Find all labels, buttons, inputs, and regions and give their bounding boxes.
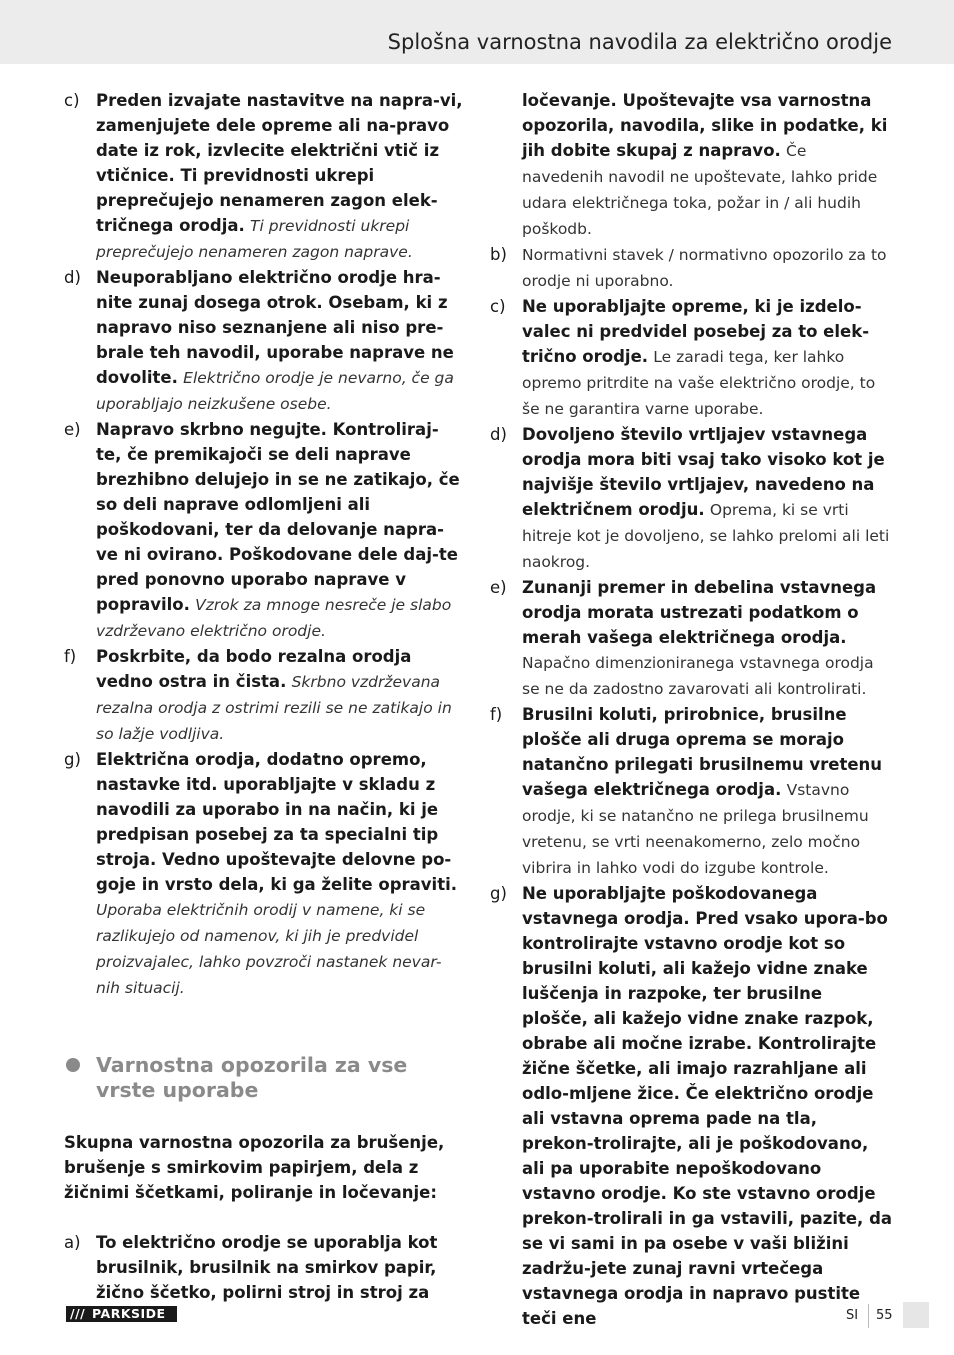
list-item-f bbox=[490, 702, 892, 881]
item-italic-text: Ti previdnosti ukrepi preprečujejo nenameren zagon naprave. bbox=[96, 217, 413, 261]
list-item-a bbox=[64, 1230, 464, 1305]
left-column bbox=[64, 88, 464, 1305]
item-bold-text: Poskrbite, da bodo rezalna orodja vedno ostra in čista. bbox=[96, 647, 412, 691]
item-normal-text: Če navedenih navodil ne upoštevate, lahko pride udara električnega toka, požar in / ali hudih poškodb. bbox=[522, 142, 878, 238]
section-title: Varnostna opozorila za vse vrste uporabe bbox=[96, 1053, 408, 1102]
item-label: c) bbox=[490, 297, 506, 316]
item-bold-text: Ne uporabljajte poškodovanega vstavnega orodja. Pred vsako upora-bo kontrolirajte vstavno orodje kot so brusilni koluti, ali kažejo vidne znake luščenja in razpoke, ter brusilne plošče, ali kažejo vidne znake razpok, obrabe ali močne izrabe. Kontrolirajte žične ščetke, ali imajo razrahljane ali odlo-mljene žice. Če električno orodje ali vstavna oprema pade na tla, prekon-trolirajte, ali je poškodovano, ali pa uporabite nepoškodovano vstavno orodje. Ko ste vstavno orodje prekon-trolirali in ga vstavili, pazite, da se vi sami in pa osebe v vaši bližini zadržu-jete zunaj ravni vrtečega vstavnega orodja in napravo pustite teči ene bbox=[522, 884, 893, 1328]
item-normal-text: Napačno dimenzioniranega vstavnega orodja se ne da zadostno zavarovati ali kontrolirati. bbox=[522, 654, 874, 698]
language-code: SI bbox=[846, 1308, 859, 1323]
item-normal-text: Le zaradi tega, ker lahko opremo pritrdite na vaše električno orodje, to še ne garantira varne uporabe. bbox=[522, 348, 876, 418]
item-bold-text: Ne uporabljajte opreme, ki je izdelo-valec ni predvidel posebej za to elek-trično orodje. bbox=[522, 297, 870, 366]
page-header bbox=[0, 0, 954, 64]
page-tab-marker bbox=[903, 1302, 929, 1328]
item-label: b) bbox=[490, 245, 507, 264]
page-title: Splošna varnostna navodila za električno orodje bbox=[387, 30, 892, 54]
item-bold-text: Dovoljeno število vrtljajev vstavnega orodja mora biti vsaj tako visoko kot je najvišje število vrtljajev, navedeno na električnem orodju. bbox=[522, 425, 885, 519]
item-bold-text: Brusilni koluti, prirobnice, brusilne plošče ali druga oprema se morajo natančno prilegati brusilnemu vretenu vašega električnega orodja. bbox=[522, 705, 883, 799]
item-bold-text: Električna orodja, dodatno opremo, nastavke itd. uporabljajte v skladu z navodili za uporabo in na način, ki je predpisan posebej za ta specialni tip stroja. Vedno upoštevajte delovne po-goje in vrsto dela, ki ga želite opraviti. bbox=[96, 750, 458, 894]
item-normal-text: Oprema, ki se vrti hitreje kot je dovoljeno, se lahko prelomi ali leti naokrog. bbox=[522, 501, 890, 571]
item-label: c) bbox=[64, 91, 80, 110]
item-italic-text: Uporaba električnih orodij v namene, ki se razlikujejo od namenov, ki jih je predvidel proizvajalec, lahko povzroči nastanek nevar-nih situacij. bbox=[96, 901, 442, 997]
bullet-icon bbox=[66, 1058, 80, 1072]
item-label: g) bbox=[490, 884, 507, 903]
list-item-e bbox=[64, 417, 464, 644]
logo-slashes: /// bbox=[70, 1306, 86, 1321]
item-italic-text: Skrbno vzdrževana rezalna orodja z ostrimi rezili se ne zatikajo in so lažje vodljiva. bbox=[96, 673, 452, 743]
item-bold-text: Neuporabljano električno orodje hra-nite zunaj dosega otrok. Osebam, ki z napravo niso seznanjene ali niso pre-brale teh navodil, uporabe naprave ne dovolite. bbox=[96, 268, 454, 387]
item-label: d) bbox=[490, 425, 507, 444]
item-label: e) bbox=[64, 420, 81, 439]
item-normal-text: Normativni stavek / normativno opozorilo za to orodje ni uporabno. bbox=[522, 246, 887, 290]
section-intro: Skupna varnostna opozorila za brušenje, brušenje s smirkovim papirjem, dela z žičnimi ščetkami, poliranje in ločevanje: bbox=[64, 1133, 445, 1202]
logo-brand: PARKSIDE bbox=[92, 1306, 166, 1321]
list-item-c bbox=[64, 88, 464, 265]
list-item-a-continued bbox=[490, 88, 892, 242]
list-item-e bbox=[490, 575, 892, 702]
item-label: a) bbox=[64, 1233, 81, 1252]
page-number: 55 bbox=[876, 1308, 893, 1323]
item-label: d) bbox=[64, 268, 81, 287]
right-column bbox=[490, 88, 892, 1331]
item-bold-text: To električno orodje se uporablja kot brusilnik, brusilnik na smirkov papir, žično ščetko, polirni stroj in stroj za bbox=[96, 1233, 438, 1302]
item-label: f) bbox=[64, 647, 77, 666]
list-item-g bbox=[490, 881, 892, 1331]
list-item-g bbox=[64, 747, 464, 1001]
item-label: f) bbox=[490, 705, 503, 724]
footer-divider bbox=[868, 1304, 869, 1328]
item-bold-text: Preden izvajate nastavitve na napra-vi, zamenjujete dele opreme ali na-pravo date iz rok, izvlecite električni vtič iz vtičnice. Ti previdnosti ukrepi preprečujejo nenameren zagon elek-tričnega orodja. bbox=[96, 91, 463, 235]
item-normal-text: Vstavno orodje, ki se natančno ne prilega brusilnemu vretenu, se vrti neenakomerno, zelo močno vibrira in lahko vodi do izgube kontrole. bbox=[522, 781, 869, 877]
item-bold-text: Napravo skrbno negujte. Kontroliraj-te, če premikajoči se deli naprave brezhibno delujejo in se ne zatikajo, če so deli naprave odlomljeni ali poškodovani, ter da delovanje napra-ve ni ovirano. Poškodovane dele daj-te pred ponovno uporabo naprave v popravilo. bbox=[96, 420, 460, 614]
list-item-d bbox=[64, 265, 464, 417]
list-item-b bbox=[490, 242, 892, 294]
list-item-c bbox=[490, 294, 892, 422]
item-italic-text: Vzrok za mnoge nesreče je slabo vzdrževano električno orodje. bbox=[96, 596, 452, 640]
item-label: e) bbox=[490, 578, 507, 597]
item-bold-text: ločevanje. Upoštevajte vsa varnostna opozorila, navodila, slike in podatke, ki jih dobite skupaj z napravo. bbox=[522, 91, 888, 160]
item-bold-text: Zunanji premer in debelina vstavnega orodja morata ustrezati podatkom o merah vašega električnega orodja. bbox=[522, 578, 877, 647]
section-heading bbox=[64, 1053, 464, 1103]
list-item-f bbox=[64, 644, 464, 747]
item-italic-text: Električno orodje je nevarno, če ga uporabljajo neizkušene osebe. bbox=[96, 369, 454, 413]
list-item-d bbox=[490, 422, 892, 575]
parkside-logo bbox=[66, 1306, 177, 1322]
item-label: g) bbox=[64, 750, 81, 769]
